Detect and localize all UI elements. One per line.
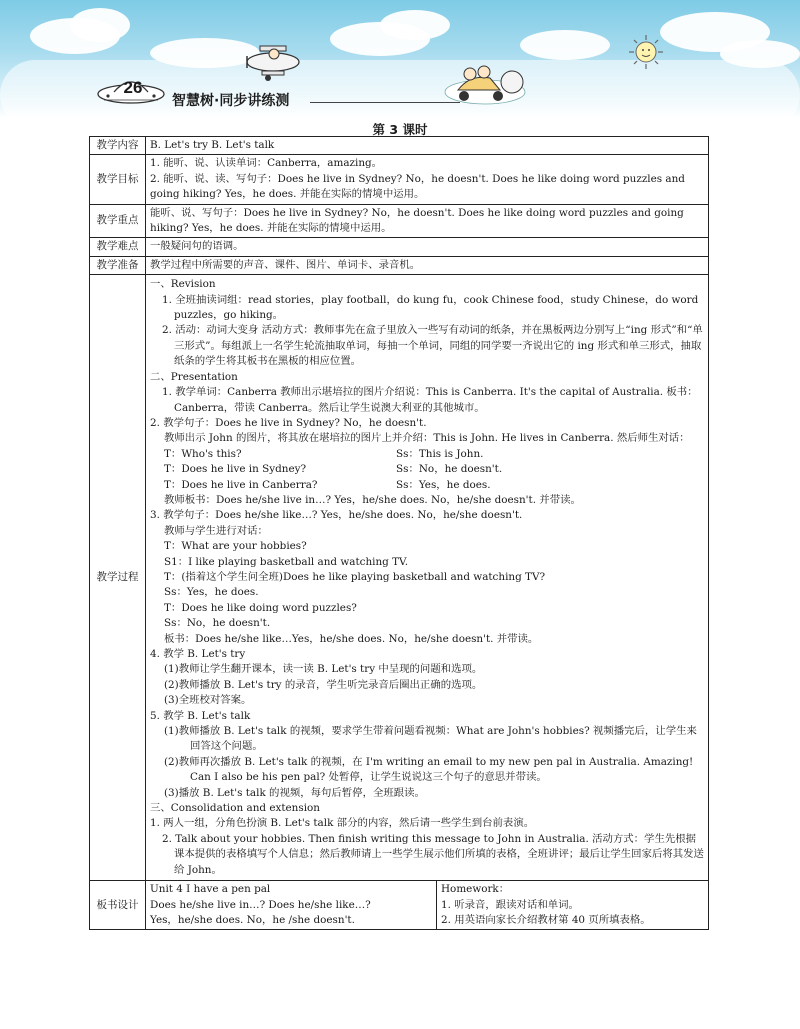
row-focus xyxy=(90,204,709,238)
board-left-line: Unit 4 I have a pen pal xyxy=(150,883,271,896)
s2-title: 二、Presentation xyxy=(150,370,238,383)
header-banner xyxy=(0,0,800,118)
page-number: 26 xyxy=(123,78,143,97)
s1-p1: 1. 全班抽读词组：read stories，play football，do kung fu，cook Chinese food，study Chinese，do word puzzles，go hiking。 xyxy=(162,293,699,322)
brand-title: 智慧树·同步讲练测 xyxy=(172,93,290,109)
row-process xyxy=(90,275,709,881)
label-difficulty: 教学难点 xyxy=(90,238,146,256)
s2-p3-line: S1：I like playing basketball and watching TV. xyxy=(164,555,409,568)
s2-p1: 1. 教学单词：Canberra 教师出示堪培拉的图片介绍说：This is Canberra. It's the capital of Australia. 板书：Canberra，带读 Canberra。然后让学生说澳大利亚的其他城市。 xyxy=(162,386,698,414)
goal-2: 2. 能听、说、读、写句子：Does he live in Sydney? No，he doesn't. Does he like doing word puzzles and going hiking? Yes，he does. 并能在实际的情境中运用。 xyxy=(150,172,685,201)
row-content xyxy=(90,137,709,155)
s1-title: 一、Revision xyxy=(150,278,216,291)
brand-underline xyxy=(310,102,460,103)
s3-p1: 1. 两人一组，分角色扮演 B. Let's talk 部分的内容，然后请一些学生到台前表演。 xyxy=(150,817,535,830)
s2-p3-line: T：Does he like doing word puzzles? xyxy=(164,601,357,614)
board-left-line: Does he/she live in…? Does he/she like…? xyxy=(150,898,371,911)
dialog-line xyxy=(150,447,704,462)
s3-p2: 2. Talk about your hobbies. Then finish writing this message to John in Australia. 活动方式：学生先根据课本提供的表格填写个人信息；然后教师请上一些学生展示他们所填的表格，全班讲评；最后让学生回家后将其发送给 John。 xyxy=(162,832,704,876)
lesson-title: 第 3 课时 xyxy=(372,122,428,137)
s2-p4-title: 4. 教学 B. Let's try xyxy=(150,648,246,660)
s2-p3-line: 板书：Does he/she like…Yes，he/she does. No，he/she doesn't. 并带读。 xyxy=(164,632,539,645)
row-prep xyxy=(90,256,709,274)
row-board xyxy=(90,881,709,930)
s2-p5-line: (2)教师再次播放 B. Let's talk 的视频，在 I'm writing an email to my new pen pal in Australia. Amazing! Can I also be his pen pal? 处暂停，让学生说说这三个句子的意思并带读。 xyxy=(164,755,694,784)
s2-p2-board: 教师板书：Does he/she live in…? Yes，he/she does. No，he/she doesn't. 并带读。 xyxy=(164,493,581,506)
s2-p4-line: (2)教师播放 B. Let's try 的录音，学生听完录音后圈出正确的选项。 xyxy=(164,678,483,691)
homework-item: 1. 听录音，跟读对话和单词。 xyxy=(441,898,579,911)
s2-p2-text: 教师出示 John 的图片，将其放在堪培拉的图片上并介绍：This is John. He lives in Canberra. 然后师生对话： xyxy=(164,432,690,445)
s3-title: 三、Consolidation and extension xyxy=(150,802,320,815)
s2-p5-line: (3)播放 B. Let's talk 的视频，每句后暂停，全班跟读。 xyxy=(164,786,425,799)
goal-1: 1. 能听、说、认读单词：Canberra，amazing。 xyxy=(150,157,383,170)
board-design-right xyxy=(437,881,708,929)
homework-title: Homework： xyxy=(441,883,510,896)
dialog-students: Ss：This is John. xyxy=(396,447,484,460)
dialog-teacher: T：Who's this? xyxy=(164,447,242,460)
label-goals: 教学目标 xyxy=(90,155,146,204)
label-content: 教学内容 xyxy=(90,137,146,155)
prep-text: 教学过程中所需要的声音、课件、图片、单词卡、录音机。 xyxy=(150,258,421,271)
s2-p3-line: Ss：No，he doesn't. xyxy=(164,617,271,630)
board-left-line: Yes，he/she does. No，he /she doesn't. xyxy=(150,913,355,926)
row-goals xyxy=(90,155,709,204)
label-board: 板书设计 xyxy=(90,881,146,930)
label-process: 教学过程 xyxy=(90,275,146,881)
s2-p4-line: (3)全班校对答案。 xyxy=(164,694,252,707)
dialog-line xyxy=(150,478,704,493)
s2-p3-line: T：(指着这个学生问全班)Does he like playing basketball and watching TV? xyxy=(164,570,546,583)
board-design-left xyxy=(146,881,437,929)
s2-p5-title: 5. 教学 B. Let's talk xyxy=(150,709,251,722)
s2-p5-line: (1)教师播放 B. Let's talk 的视频，要求学生带着问题看视频：What are John's hobbies? 视频播完后，让学生来回答这个问题。 xyxy=(164,725,697,753)
dialog-students: Ss：No，he doesn't. xyxy=(396,463,503,476)
label-focus: 教学重点 xyxy=(90,204,146,238)
content-text: B. Let's try B. Let's talk xyxy=(150,139,275,151)
s2-p3-line: 教师与学生进行对话： xyxy=(164,524,268,537)
lesson-plan-table xyxy=(89,136,709,930)
dialog-students: Ss：Yes，he does. xyxy=(396,478,491,491)
dialog-teacher: T：Does he live in Canberra? xyxy=(164,478,318,491)
s2-p4-line: (1)教师让学生翻开课本，读一读 B. Let's try 中呈现的问题和选项。 xyxy=(164,663,483,676)
sun-icon xyxy=(628,34,664,70)
s1-p2: 2. 活动：动词大变身 活动方式：教师事先在盒子里放入一些写有动词的纸条，并在黑板两边分别写上“ing 形式”和“单三形式”。每组派上一名学生轮流抽取单词，每抽一个单词，同组的同学要一齐说出它的 ing 形式和单三形式，抽取纸条的学生将其板书在黑板的相应位置。 xyxy=(162,324,703,368)
focus-text: 能听、说、写句子：Does he live in Sydney? No，he doesn't. Does he like doing word puzzles and going hiking? Yes，he does. 并能在实际的情境中运用。 xyxy=(150,206,684,235)
kids-scooter-illustration xyxy=(440,60,530,108)
s2-p2-title: 2. 教学句子：Does he live in Sydney? No，he doesn't. xyxy=(150,416,427,429)
homework-item: 2. 用英语向家长介绍教材第 40 页所填表格。 xyxy=(441,913,651,926)
s2-p3-line: T：What are your hobbies? xyxy=(164,540,307,553)
s2-p3-line: Ss：Yes，he does. xyxy=(164,586,259,599)
airplane-illustration xyxy=(238,38,308,82)
difficulty-text: 一般疑问句的语调。 xyxy=(150,240,244,253)
dialog-line xyxy=(150,462,704,477)
s2-p3-title: 3. 教学句子：Does he/she like…? Yes，he/she does. No，he/she doesn't. xyxy=(150,509,523,522)
label-prep: 教学准备 xyxy=(90,256,146,274)
dialog-teacher: T：Does he live in Sydney? xyxy=(164,463,307,476)
row-difficulty xyxy=(90,238,709,256)
